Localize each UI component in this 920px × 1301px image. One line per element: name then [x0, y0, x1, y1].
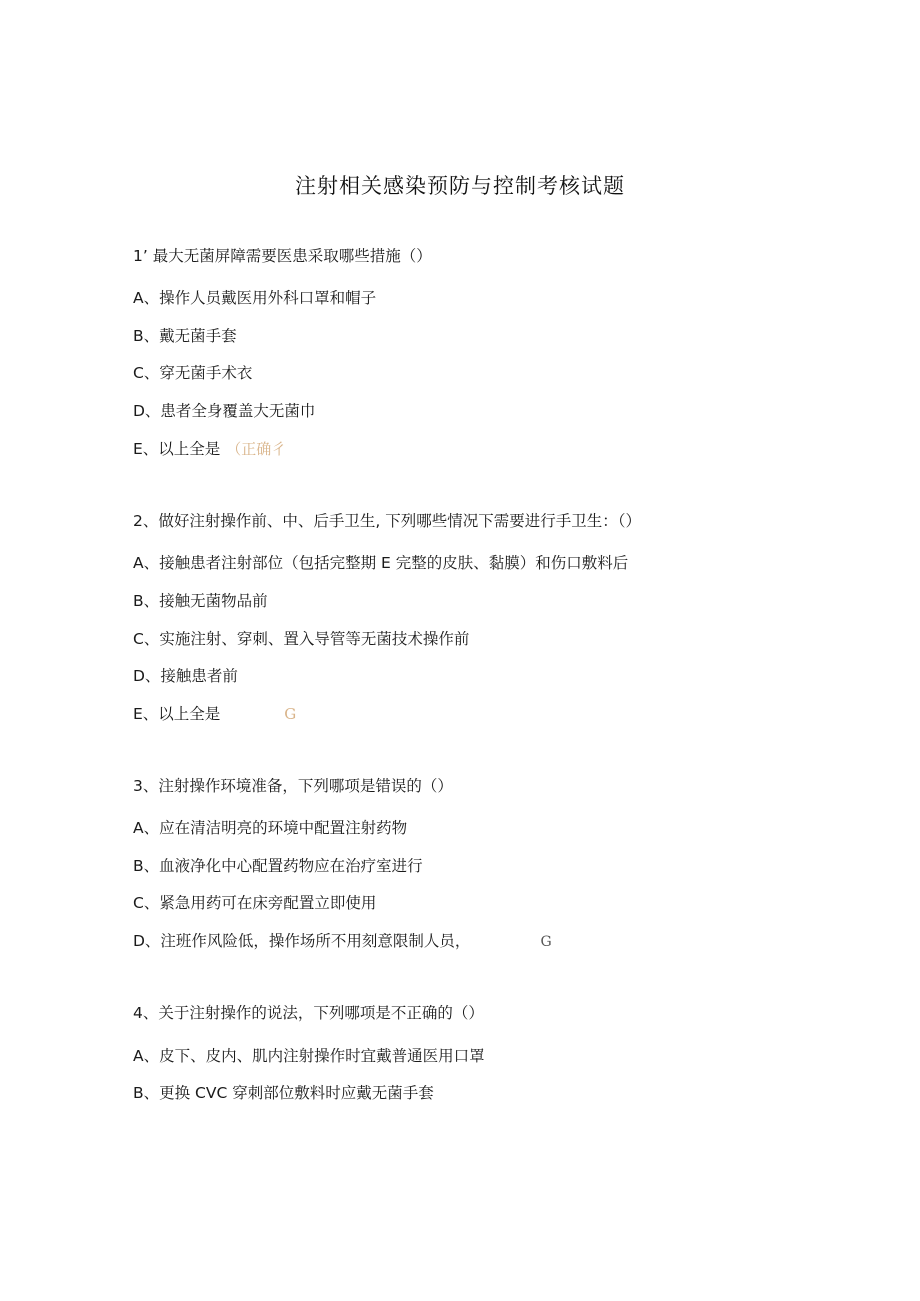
question-1-option-c: C、穿无菌手术衣: [133, 364, 253, 382]
question-2-answer-mark: G: [284, 705, 297, 723]
question-1-option-e-text: E、以上全是: [133, 440, 221, 458]
question-2-option-e: [133, 704, 296, 724]
question-3-answer-mark: G: [540, 934, 552, 950]
question-2-stem: 2、做好注射操作前、中、后手卫生, 下列哪些情况下需要进行手卫生：（）: [133, 512, 641, 530]
question-2-option-e-text: E、以上全是: [133, 705, 221, 723]
question-2-option-c: C、实施注射、穿刺、置入导管等无菌技术操作前: [133, 630, 470, 648]
question-3-option-b: B、血液净化中心配置药物应在治疗室进行: [133, 857, 423, 875]
question-1-option-e: [133, 439, 286, 459]
question-1-answer-mark: （正确彳: [226, 440, 287, 458]
question-1-option-b: B、戴无菌手套: [133, 327, 237, 345]
question-3-option-a: A、应在清洁明亮的环境中配置注射药物: [133, 819, 408, 837]
question-3-option-d: [133, 931, 552, 952]
question-2-option-b: B、接触无菌物品前: [133, 592, 268, 610]
question-3-stem: 3、注射操作环境准备，下列哪项是错误的（）: [133, 777, 453, 795]
question-4-option-a: A、皮下、皮内、肌内注射操作时宜戴普通医用口罩: [133, 1047, 485, 1065]
question-2-option-d: D、接触患者前: [133, 667, 238, 685]
page-title: 注射相关感染预防与控制考核试题: [295, 174, 625, 198]
question-3-option-c: C、紧急用药可在床旁配置立即使用: [133, 894, 377, 912]
question-3-option-d-text: D、注班作风险低，操作场所不用刻意限制人员，: [133, 932, 471, 950]
question-4-option-b: B、更换 CVC 穿刺部位敷料时应戴无菌手套: [133, 1084, 434, 1102]
question-4-stem: 4、关于注射操作的说法，下列哪项是不正确的（）: [133, 1004, 484, 1022]
question-1-option-d: D、患者全身覆盖大无菌巾: [133, 402, 316, 420]
question-1-stem: 1’ 最大无菌屏障需要医患采取哪些措施（）: [133, 247, 432, 265]
question-2-option-a: A、接触患者注射部位（包括完整期 E 完整的皮肤、黏膜）和伤口敷料后: [133, 554, 629, 572]
question-1-option-a: A、操作人员戴医用外科口罩和帽子: [133, 289, 377, 307]
